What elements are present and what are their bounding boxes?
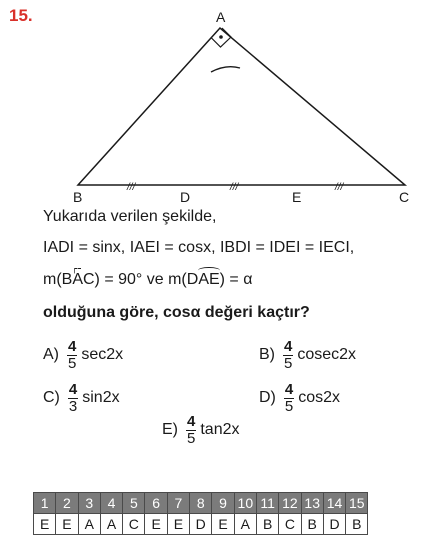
point-label-e: E — [292, 189, 302, 205]
option-e-expression: tan2x — [200, 421, 240, 439]
key-answer: A — [234, 514, 256, 535]
tick-mark-de: /// — [230, 182, 239, 193]
option-b-expression: cosec2x — [297, 346, 357, 364]
option-e-letter: E) — [162, 421, 178, 439]
option-d[interactable] — [259, 382, 340, 415]
key-answer: E — [56, 514, 78, 535]
key-number: 3 — [78, 493, 100, 514]
key-answer: E — [212, 514, 234, 535]
answer-key-numbers — [34, 493, 368, 514]
key-answer: D — [190, 514, 212, 535]
question-number: 15. — [9, 6, 33, 25]
key-answer: B — [346, 514, 368, 535]
option-d-numerator: 4 — [284, 381, 294, 398]
option-c-expression: sin2x — [82, 389, 120, 407]
answer-key-answers — [34, 514, 368, 535]
triangle-figure — [0, 0, 428, 210]
option-a-expression: sec2x — [81, 346, 124, 364]
angle-alpha-arc — [211, 67, 240, 72]
angle-hat-letter: A — [72, 271, 83, 288]
tick-mark-bd: /// — [127, 182, 136, 193]
key-number: 5 — [123, 493, 145, 514]
angle-arc-letters: AE — [198, 271, 220, 288]
key-number: 2 — [56, 493, 78, 514]
key-answer: C — [279, 514, 301, 535]
key-number: 4 — [100, 493, 122, 514]
point-label-d: D — [180, 189, 191, 205]
option-b-fraction — [283, 339, 293, 372]
option-e[interactable] — [162, 414, 239, 447]
option-a-numerator: 4 — [68, 338, 77, 355]
option-b-denominator: 5 — [284, 354, 293, 372]
tick-mark-ec: /// — [335, 182, 344, 193]
angle-text-2: C) = 90° ve m(D — [83, 271, 199, 288]
option-d-denominator: 5 — [284, 397, 294, 415]
key-number: 15 — [346, 493, 368, 514]
key-answer: B — [301, 514, 323, 535]
key-number: 11 — [256, 493, 278, 514]
key-number: 12 — [279, 493, 301, 514]
key-answer: B — [256, 514, 278, 535]
vertex-label-b: B — [73, 189, 83, 205]
key-number: 1 — [34, 493, 56, 514]
option-b-numerator: 4 — [284, 338, 293, 355]
option-c-numerator: 4 — [68, 381, 78, 398]
angle-text-1: m(B — [43, 271, 73, 288]
option-e-fraction — [186, 414, 196, 447]
question-prompt: olduğuna göre, cosα değeri kaçtır? — [43, 304, 310, 321]
key-answer: E — [34, 514, 56, 535]
right-angle-dot — [219, 35, 223, 39]
option-c[interactable] — [43, 382, 120, 415]
option-c-fraction — [68, 382, 78, 415]
angle-text-3: ) = α — [219, 271, 253, 288]
option-e-denominator: 5 — [187, 429, 196, 447]
option-a-fraction — [67, 339, 77, 372]
key-answer: E — [167, 514, 189, 535]
key-number: 9 — [212, 493, 234, 514]
key-number: 6 — [145, 493, 167, 514]
vertex-label-c: C — [399, 189, 410, 205]
key-number: 13 — [301, 493, 323, 514]
vertex-label-a: A — [216, 9, 226, 25]
key-number: 7 — [167, 493, 189, 514]
key-number: 10 — [234, 493, 256, 514]
key-answer: A — [78, 514, 100, 535]
option-d-fraction — [284, 382, 294, 415]
option-a[interactable] — [43, 339, 123, 372]
key-number: 8 — [190, 493, 212, 514]
intro-text: Yukarıda verilen şekilde, — [43, 208, 217, 225]
option-d-expression: cos2x — [298, 389, 341, 407]
option-b-letter: B) — [259, 346, 275, 364]
option-b[interactable] — [259, 339, 356, 372]
given-lengths: IADI = sinx, IAEI = cosx, IBDI = IDEI = IECI, — [43, 239, 355, 256]
key-answer: D — [323, 514, 345, 535]
option-a-letter: A) — [43, 346, 59, 364]
key-number: 14 — [323, 493, 345, 514]
option-d-letter: D) — [259, 389, 276, 407]
angle-conditions — [43, 271, 252, 289]
key-answer: E — [145, 514, 167, 535]
option-c-letter: C) — [43, 389, 60, 407]
key-answer: A — [100, 514, 122, 535]
key-answer: C — [123, 514, 145, 535]
answer-key-table — [33, 492, 368, 535]
option-a-denominator: 5 — [68, 354, 77, 372]
option-e-numerator: 4 — [187, 413, 196, 430]
triangle-abc — [78, 28, 405, 185]
option-c-denominator: 3 — [68, 397, 78, 415]
